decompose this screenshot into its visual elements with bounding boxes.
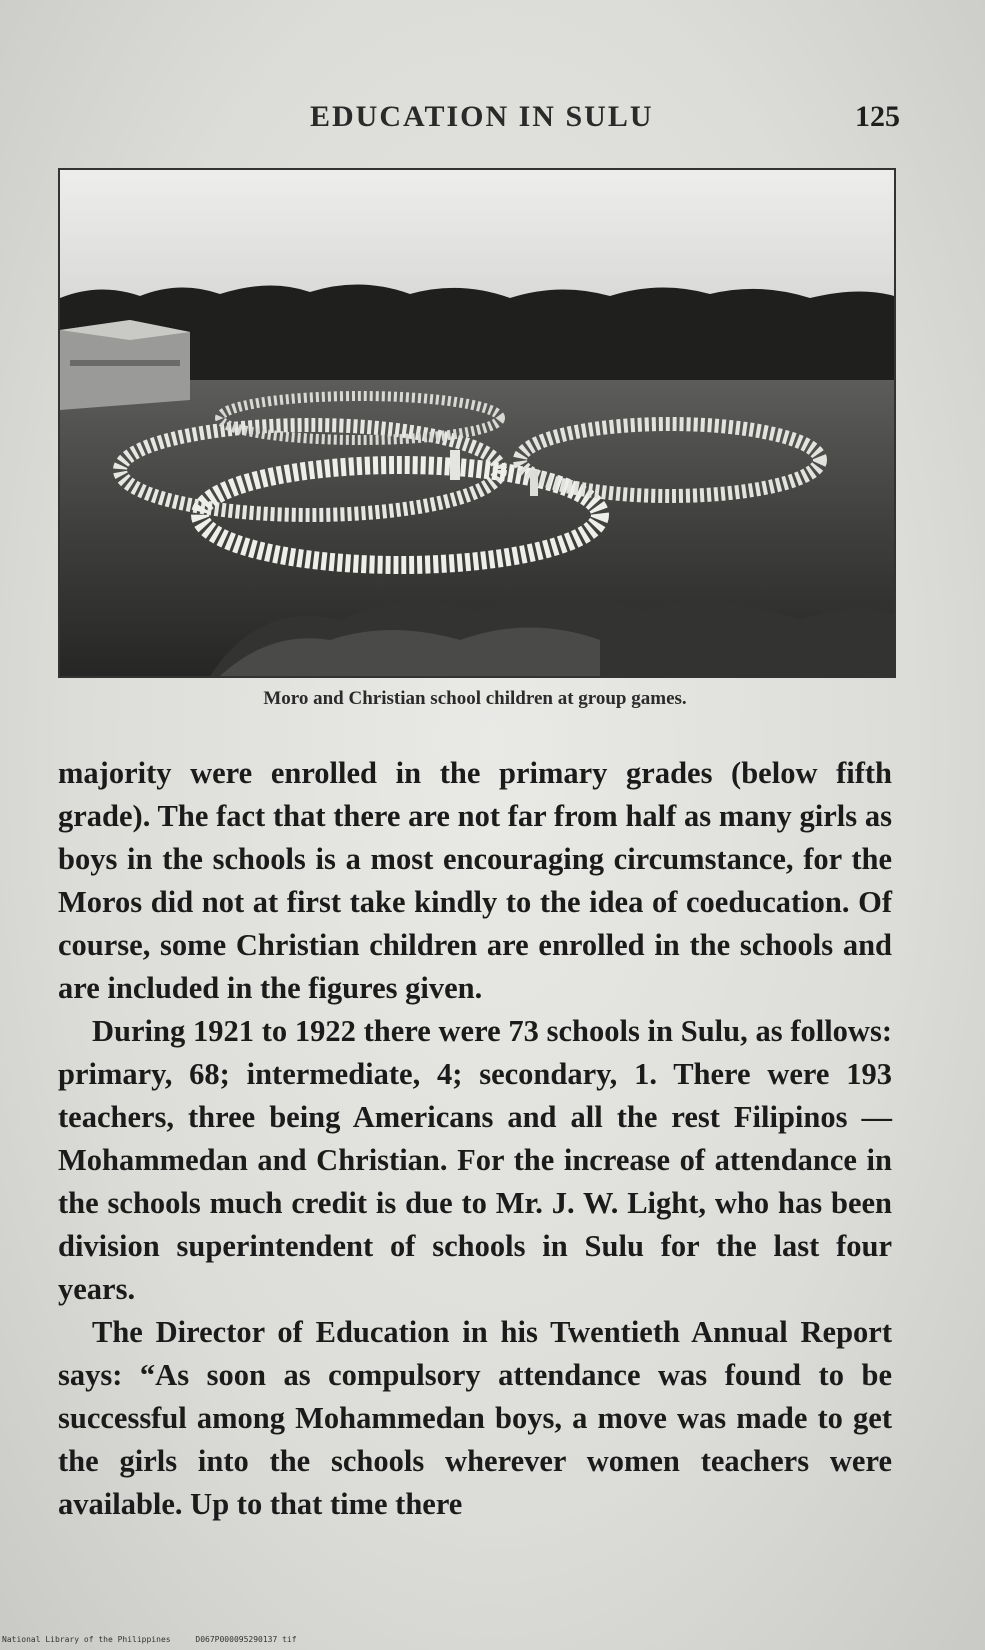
paragraph: The Director of Education in his Twentieth Annual Report says: “As soon as compulsory attendance was found to be successful among Mohammedan boys, a move was made to get the girls into the schools wherever women teachers were available. Up to that time there [58,1315,892,1521]
scan-footer [0,1635,985,1644]
body-text [58,752,892,1526]
photograph [58,168,896,678]
paragraph: During 1921 to 1922 there were 73 schools in Sulu, as follows: primary, 68; intermediate, 4; secondary, 1. There were 193 teachers, three being Americans and all the rest Filipinos — Mohammedan and Christian. For the increase of attendance in the schools much credit is due to Mr. J. W. Light, who has been division superintendent of schools in Sulu for the last four years. [58,1014,892,1306]
library-name: National Library of the Philippines [2,1635,171,1644]
figure-caption: Moro and Christian school children at group games. [263,688,687,709]
file-id: D067P000095290137 tif [195,1635,297,1644]
photo-school-children-games [60,170,894,676]
page-header [60,100,900,140]
paragraph: majority were enrolled in the primary grades (below fifth grade). The fact that there are not far from half as many girls as boys in the schools is a most encouraging circumstance, for the Moros did not at first take kindly to the idea of coeducation. Of course, some Christian children are enrolled in the schools and are included in the figures given. [58,756,892,1005]
running-head: EDUCATION IN SULU [310,100,654,133]
page-number: 125 [855,100,900,133]
